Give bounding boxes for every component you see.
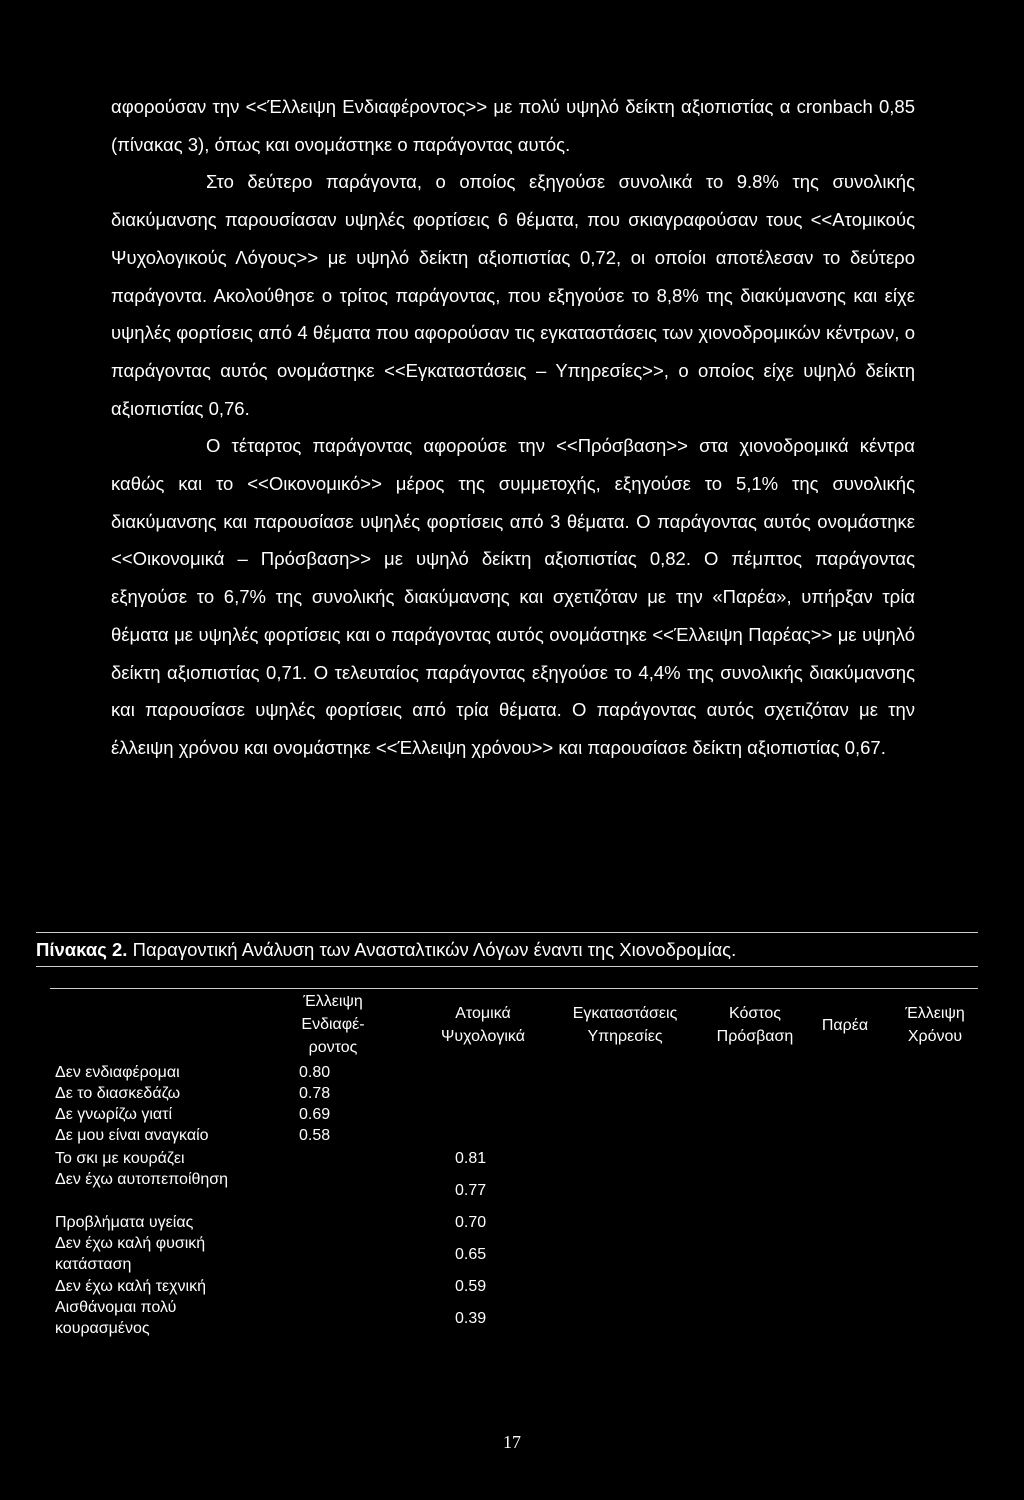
table-row (55, 1104, 980, 1125)
paragraph-2: Στο δεύτερο παράγοντα, ο οποίος εξηγούσε συνολικά το 9.8% της συνολικής διακύμανσης παρουσίασαν υψηλές φορτίσεις 6 θέματα, που σκιαγραφούσαν τους <<Ατομικούς Ψυχολογικούς Λόγους>> με υψηλό δείκτη αξιοπιστίας 0,72, οι οποίοι αποτέλεσαν το δεύτερο παράγοντα. Ακολούθησε ο τρίτος παράγοντας, που εξηγούσε το 8,8% της διακύμανσης και είχε υψηλές φορτίσεις από 4 θέματα που αφορούσαν τις εγκαταστάσεις των χιονοδρομικών κέντρων, ο παράγοντας αυτός ονομάστηκε <<Εγκαταστάσεις – Υπηρεσίες>>, ο οποίος είχε υψηλό δείκτη αξιοπιστίας 0,76. (111, 171, 915, 419)
row-label: Δεν ενδιαφέρομαι (55, 1064, 180, 1081)
loading-personal-psychological: 0.65 (455, 1246, 487, 1263)
row-label: Δεν έχω αυτοπεποίθηση (55, 1171, 229, 1188)
caption-rule-top (36, 932, 978, 933)
table-row (55, 1276, 980, 1297)
header-lack-of-time: Έλλειψη Χρόνου (905, 1005, 965, 1045)
paragraph-3: Ο τέταρτος παράγοντας αφορούσε την <<Πρόσβαση>> στα χιονοδρομικά κέντρα καθώς και το <<Οικονομικό>> μέρος της συμμετοχής, εξηγούσε το 5,1% της συνολικής διακύμανσης και παρουσίασε υψηλές φορτίσεις από 3 θέματα. Ο παράγοντας αυτός ονομάστηκε <<Οικονομικά – Πρόσβαση>> με υψηλό δείκτη αξιοπιστίας 0,82. Ο πέμπτος παράγοντας εξηγούσε το 6,7% της συνολικής διακύμανσης και σχετιζόταν με την «Παρέα», υπήρξαν τρία θέματα με υψηλές φορτίσεις και ο παράγοντας αυτός ονομάστηκε <<Έλλειψη Παρέας>> με υψηλό δείκτη αξιοπιστίας 0,71. Ο τελευταίος παράγοντας εξηγούσε το 4,4% της συνολικής διακύμανσης και παρουσίασε υψηλές φορτίσεις από τρία θέματα. Ο παράγοντας αυτός σχετιζόταν με την έλλειψη χρόνου και ονομάστηκε <<Έλλειψη χρόνου>> και παρουσίασε δείκτη αξιοπιστίας 0,67. (111, 435, 915, 758)
row-label: Το σκι με κουράζει (55, 1150, 185, 1167)
loading-personal-psychological: 0.70 (455, 1214, 487, 1231)
table-rule-top (50, 988, 978, 989)
loading-personal-psychological: 0.59 (455, 1278, 487, 1295)
row-label: Δεν έχω καλή φυσική κατάσταση (55, 1235, 206, 1273)
table-caption-text: Παραγοντική Ανάλυση των Ανασταλτικών Λόγων έναντι της Χιονοδρομίας. (127, 939, 737, 960)
row-label: Δε το διασκεδάζω (55, 1085, 181, 1102)
loading-lack-of-interest: 0.69 (299, 1106, 331, 1123)
table-header (55, 990, 980, 1062)
header-personal-psychological: Ατομικά Ψυχολογικά (441, 1005, 525, 1045)
row-label: Αισθάνομαι πολύ κουρασμένος (55, 1299, 177, 1337)
row-label: Δε γνωρίζω γιατί (55, 1106, 173, 1123)
loading-lack-of-interest: 0.78 (299, 1085, 331, 1102)
loading-personal-psychological: 0.81 (455, 1150, 487, 1167)
header-company: Παρέα (821, 1017, 869, 1034)
header-lack-of-interest: Έλλειψη Ενδιαφέ-ροντος (301, 993, 365, 1056)
loading-personal-psychological: 0.77 (455, 1182, 487, 1199)
table-row (55, 1125, 980, 1146)
table-row (55, 1062, 980, 1083)
loading-lack-of-interest: 0.80 (299, 1064, 331, 1081)
table-row (55, 1083, 980, 1104)
header-cost-access: Κόστος Πρόσβαση (716, 1005, 794, 1045)
paragraph-1: αφορούσαν την <<Έλλειψη Ενδιαφέροντος>> με πολύ υψηλό δείκτη αξιοπιστίας α cronbach 0,85 (πίνακας 3), όπως και ονομάστηκε ο παράγοντας αυτός. (111, 96, 915, 155)
loading-personal-psychological: 0.39 (455, 1310, 487, 1327)
header-facilities-services: Εγκαταστάσεις Υπηρεσίες (572, 1005, 678, 1045)
body-text (111, 88, 915, 767)
table-row (55, 1212, 980, 1233)
row-label: Προβλήματα υγείας (55, 1214, 194, 1231)
table-row (55, 1146, 980, 1169)
row-label: Δεν έχω καλή τεχνική (55, 1278, 207, 1295)
table-row (55, 1169, 980, 1212)
table-caption (36, 938, 978, 962)
table-row (55, 1297, 980, 1340)
page-number: 17 (503, 1432, 521, 1452)
caption-rule-bottom (36, 966, 978, 967)
factor-table (55, 990, 980, 1340)
table-caption-label: Πίνακας 2. (36, 939, 128, 960)
table-row (55, 1233, 980, 1276)
loading-lack-of-interest: 0.58 (299, 1127, 331, 1144)
row-label: Δε μου είναι αναγκαίο (55, 1127, 209, 1144)
